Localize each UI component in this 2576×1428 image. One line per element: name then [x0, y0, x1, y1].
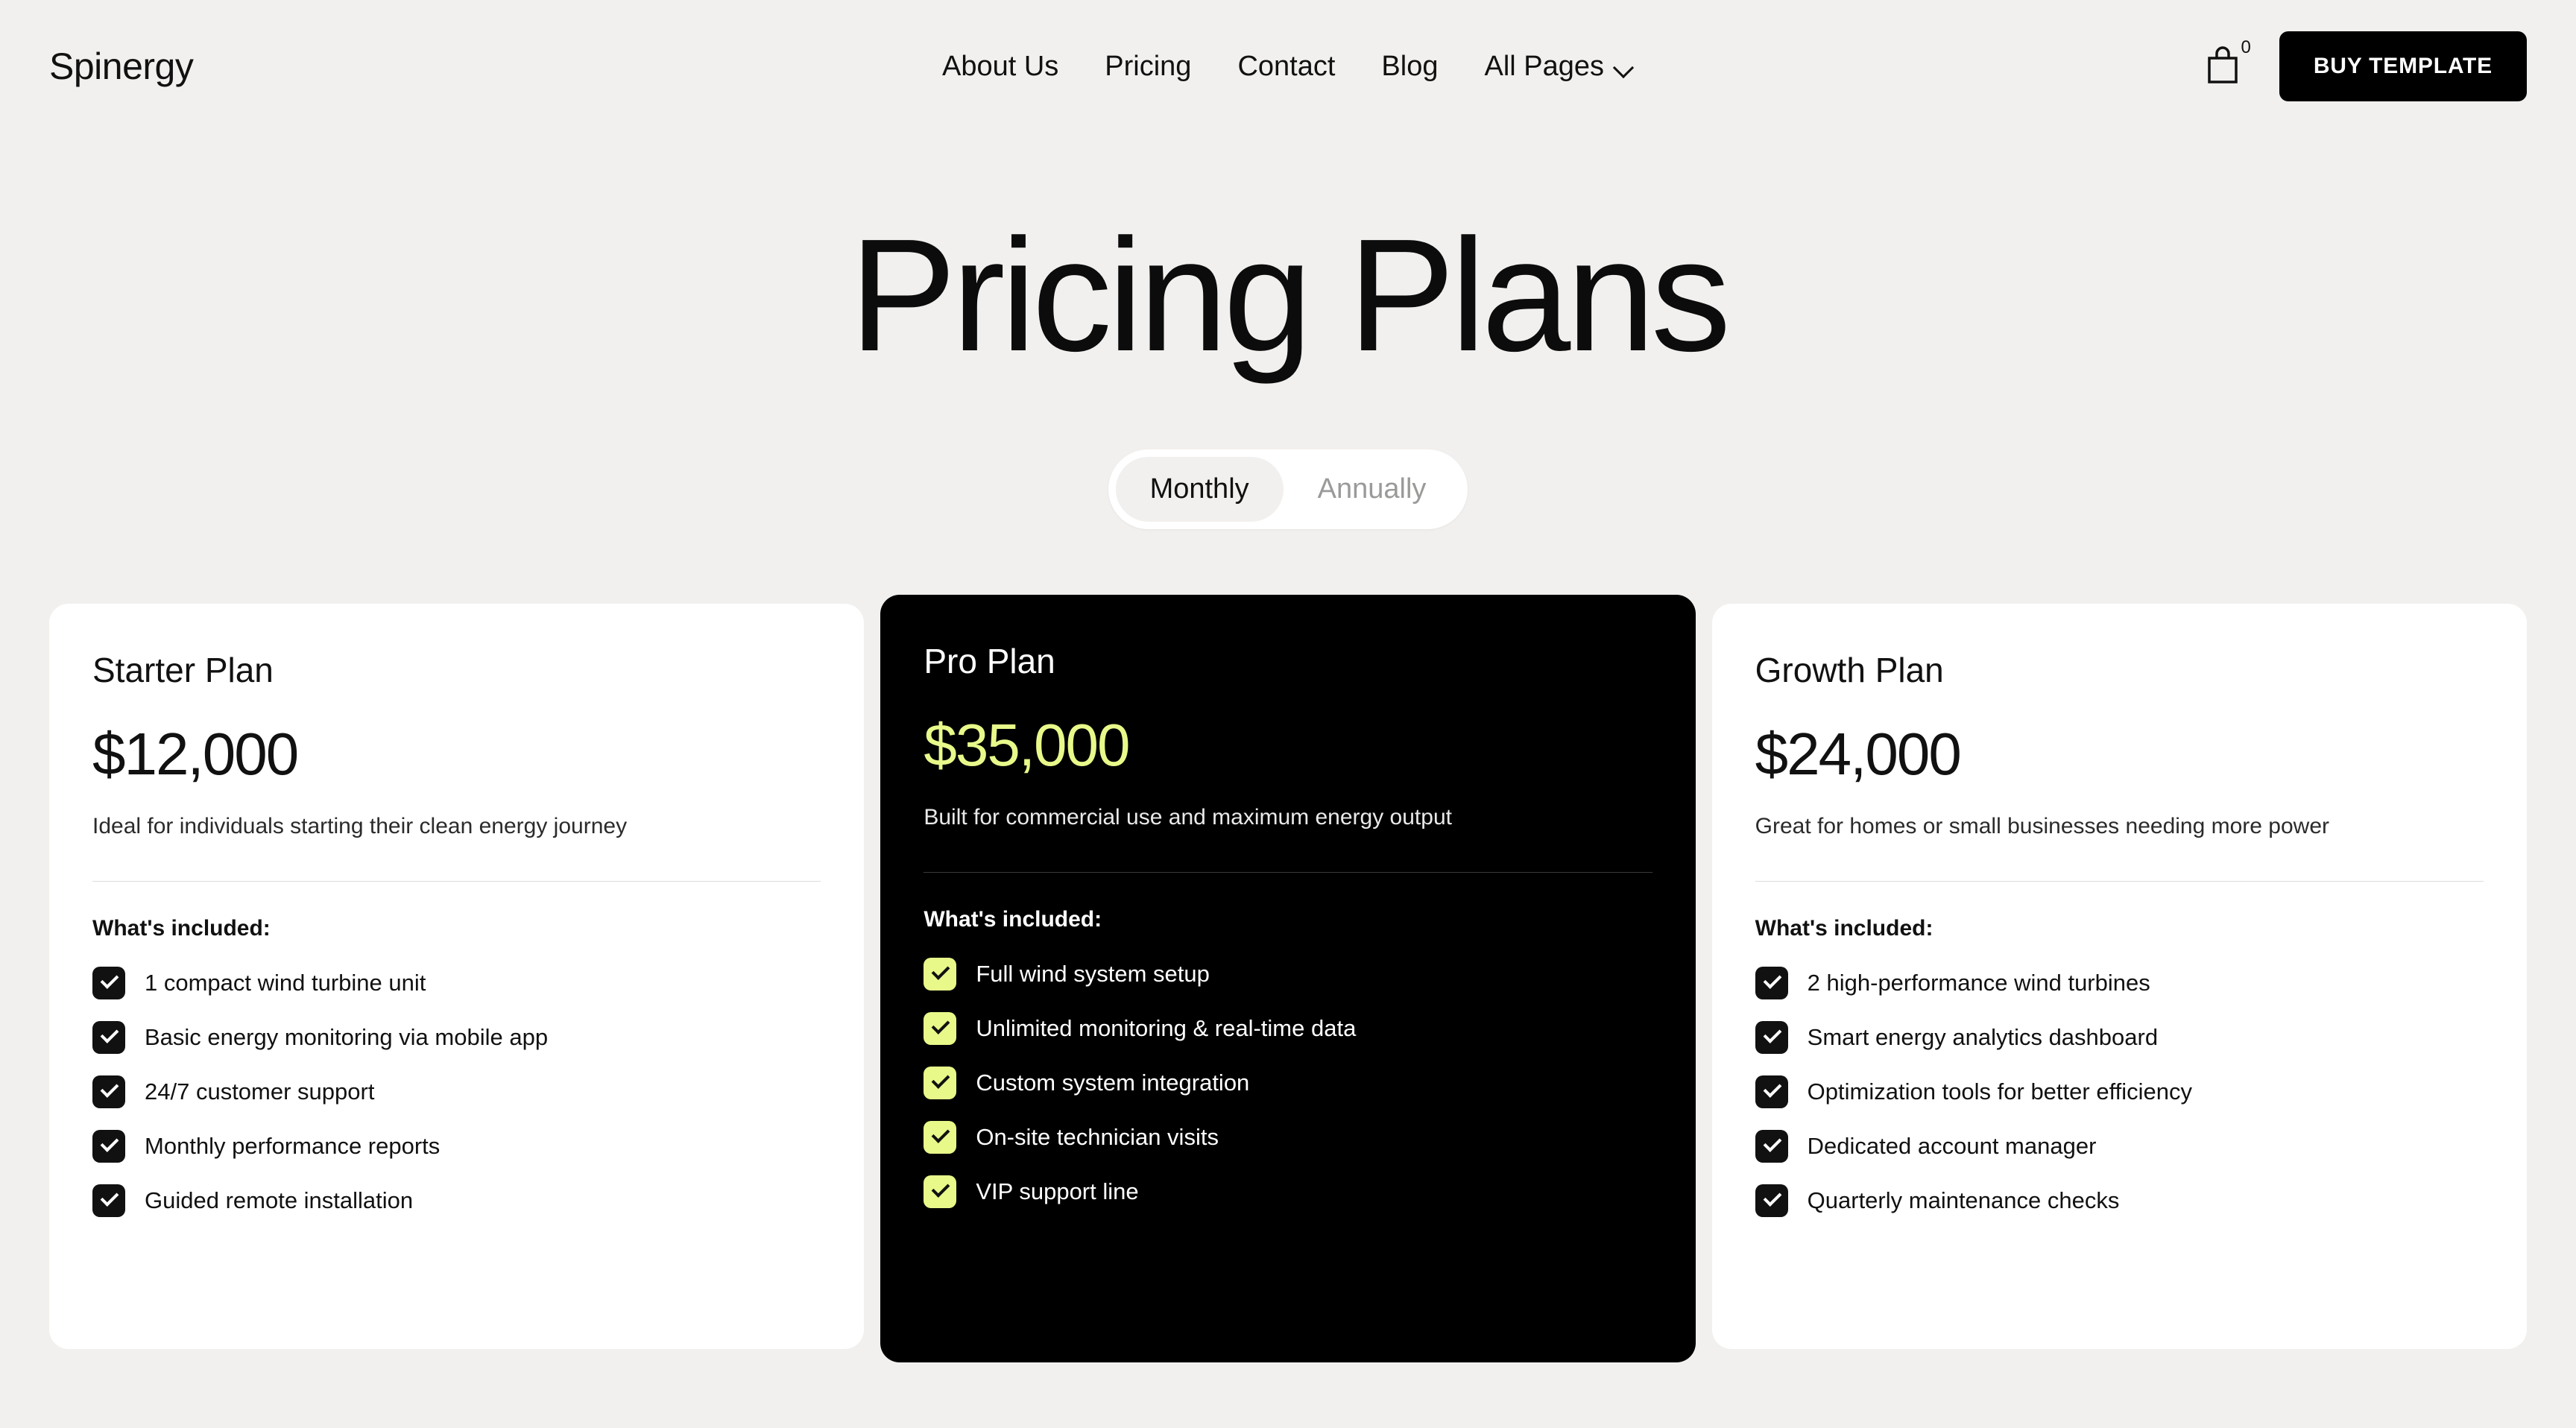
feature-label: VIP support line [976, 1178, 1139, 1204]
divider [924, 872, 1652, 873]
feature-label: Basic energy monitoring via mobile app [145, 1024, 549, 1050]
feature-list [92, 967, 821, 1217]
navbar [0, 0, 2576, 133]
check-icon [92, 967, 125, 999]
shopping-bag-icon [2203, 45, 2242, 86]
check-icon [924, 1121, 956, 1154]
check-icon [92, 1130, 125, 1163]
check-icon [924, 1175, 956, 1208]
page-title: Pricing Plans [849, 205, 1727, 385]
nav-link-blog[interactable]: Blog [1381, 50, 1439, 82]
plan-description: Ideal for individuals starting their clean energy journey [92, 814, 628, 838]
check-icon [1755, 1075, 1788, 1108]
nav-link-all-pages[interactable] [1484, 51, 1634, 83]
check-icon [92, 1021, 125, 1054]
feature-label: 24/7 customer support [145, 1078, 375, 1105]
list-item [924, 1012, 1652, 1045]
plan-price: $24,000 [1755, 721, 1960, 787]
list-item [92, 1130, 821, 1163]
check-icon [1755, 1184, 1788, 1217]
nav-link-all-pages-label: All Pages [1484, 50, 1605, 82]
feature-label: Unlimited monitoring & real-time data [976, 1015, 1357, 1041]
included-label: What's included: [92, 916, 271, 941]
nav-link-pricing[interactable]: Pricing [1105, 50, 1192, 82]
feature-label: Full wind system setup [976, 961, 1210, 987]
feature-label: Monthly performance reports [145, 1133, 441, 1159]
list-item [924, 1121, 1652, 1154]
nav-link-about-us[interactable]: About Us [941, 50, 1059, 82]
feature-label: On-site technician visits [976, 1124, 1219, 1150]
feature-label: Custom system integration [976, 1070, 1250, 1096]
billing-toggle-wrapper [0, 449, 2576, 529]
feature-label: Smart energy analytics dashboard [1807, 1024, 2159, 1050]
list-item [92, 1021, 821, 1054]
list-item [92, 1184, 821, 1217]
divider [92, 881, 821, 882]
list-item [1755, 1130, 2484, 1163]
list-item [1755, 1184, 2484, 1217]
list-item [924, 1067, 1652, 1099]
plan-description: Great for homes or small businesses needing more power [1755, 814, 2330, 838]
check-icon [92, 1184, 125, 1217]
nav-link-contact[interactable]: Contact [1237, 50, 1336, 82]
divider [1755, 881, 2484, 882]
list-item [1755, 1021, 2484, 1054]
included-label: What's included: [1755, 916, 1933, 941]
plan-description: Built for commercial use and maximum energy output [924, 805, 1452, 830]
feature-list [924, 958, 1652, 1208]
pricing-cards [0, 604, 2576, 1362]
navbar-actions [2203, 31, 2527, 101]
shopping-bag-button[interactable] [2203, 37, 2251, 88]
brand-logo[interactable]: Spinergy [49, 45, 194, 87]
plan-price: $35,000 [924, 712, 1129, 778]
billing-toggle[interactable] [1108, 449, 1468, 529]
check-icon [924, 1012, 956, 1045]
check-icon [924, 958, 956, 991]
plan-name: Starter Plan [92, 651, 274, 689]
feature-list [1755, 967, 2484, 1217]
feature-label: Optimization tools for better efficiency [1807, 1078, 2192, 1105]
chevron-down-icon [1614, 57, 1634, 76]
pricing-card-pro [880, 595, 1695, 1362]
pricing-card-starter [49, 604, 864, 1349]
plan-name: Pro Plan [924, 642, 1055, 680]
plan-name: Growth Plan [1755, 651, 1944, 689]
cart-count-badge: 0 [2241, 37, 2251, 57]
plan-price: $12,000 [92, 721, 298, 787]
buy-template-button[interactable]: BUY TEMPLATE [2279, 31, 2527, 101]
feature-label: 2 high-performance wind turbines [1807, 970, 2150, 996]
list-item [924, 1175, 1652, 1208]
check-icon [92, 1075, 125, 1108]
billing-toggle-annually[interactable]: Annually [1317, 473, 1427, 505]
list-item [92, 1075, 821, 1108]
list-item [924, 958, 1652, 991]
check-icon [924, 1067, 956, 1099]
feature-label: 1 compact wind turbine unit [145, 970, 426, 996]
pricing-card-growth [1712, 604, 2527, 1349]
check-icon [1755, 967, 1788, 999]
check-icon [1755, 1130, 1788, 1163]
billing-toggle-monthly[interactable]: Monthly [1116, 457, 1284, 522]
feature-label: Dedicated account manager [1807, 1133, 2097, 1159]
list-item [92, 967, 821, 999]
check-icon [1755, 1021, 1788, 1054]
primary-navigation [942, 51, 1634, 83]
feature-label: Quarterly maintenance checks [1807, 1187, 2120, 1213]
list-item [1755, 967, 2484, 999]
list-item [1755, 1075, 2484, 1108]
feature-label: Guided remote installation [145, 1187, 414, 1213]
included-label: What's included: [924, 907, 1102, 932]
